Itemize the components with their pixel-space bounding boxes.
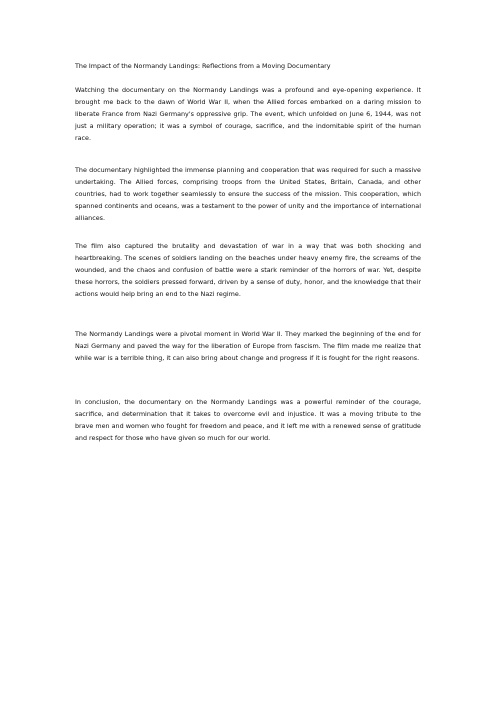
paragraph-pivotal-moment: The Normandy Landings were a pivotal moment in World War II. They marked the beginning of the end for Nazi Germany and paved the way for the liberation of Europe from fascism. The film made me realize that while war is a terrible thing, it can also bring about change and progress if it is fought for the right reasons. [75, 330, 421, 362]
paragraph-brutality: The film also captured the brutality and devastation of war in a way that was both shocking and heartbreaking. The scenes of soldiers landing on the beaches under heavy enemy fire, the screams of the wounded, and the chaos and confusion of battle were a stark reminder of the horrors of war. Yet, despite these horrors, the soldiers pressed forward, driven by a sense of duty, honor, and the knowledge that their actions would help bring an end to the Nazi regime. [75, 242, 421, 298]
document-page [75, 0, 421, 702]
paragraph-conclusion: In conclusion, the documentary on the Normandy Landings was a powerful reminder of the courage, sacrifice, and determination that it takes to overcome evil and injustice. It was a moving tribute to the brave men and women who fought for freedom and peace, and it left me with a renewed sense of gratitude and respect for those who have given so much for our world. [75, 398, 421, 442]
paragraph-intro: Watching the documentary on the Normandy Landings was a profound and eye-opening experience. It brought me back to the dawn of World War II, when the Allied forces embarked on a daring mission to liberate France from Nazi Germany's oppressive grip. The event, which unfolded on June 6, 1944, was not just a military operation; it was a symbol of courage, sacrifice, and the indomitable spirit of the human race. [75, 86, 421, 142]
paragraph-planning: The documentary highlighted the immense planning and cooperation that was required for such a massive undertaking. The Allied forces, comprising troops from the United States, Britain, Canada, and other countries, had to work together seamlessly to ensure the success of the mission. This cooperation, which spanned continents and oceans, was a testament to the power of unity and the importance of international alliances. [75, 166, 421, 222]
document-title: The Impact of the Normandy Landings: Reflections from a Moving Documentary [75, 62, 331, 70]
